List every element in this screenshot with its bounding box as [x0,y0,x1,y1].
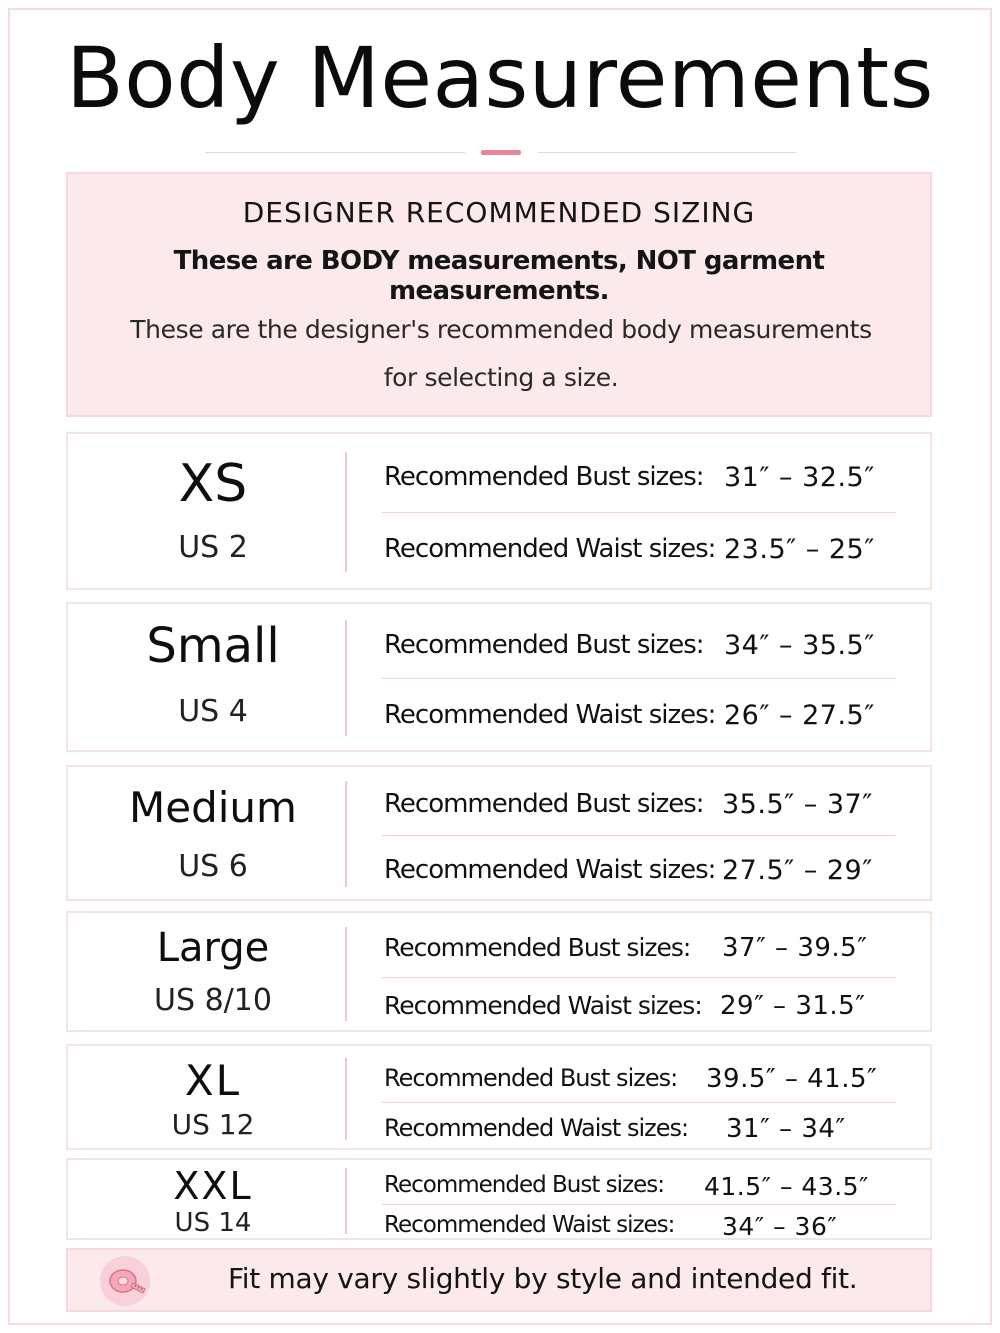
title-rule-left [205,152,465,153]
size-name: Medium [129,783,297,832]
size-divider [345,1058,347,1140]
size-us: US 4 [178,694,248,729]
waist-label: Recommended Waist sizes: [384,855,716,885]
fit-note-text: Fit may vary slightly by style and intended fit. [228,1262,858,1295]
intro-panel [66,172,932,417]
size-card-medium [66,765,932,901]
size-divider [345,1168,347,1234]
size-card-large [66,911,932,1032]
size-name: XXL [173,1164,253,1208]
size-us: US 2 [178,530,248,565]
row-divider [382,1102,896,1103]
bust-label: Recommended Bust sizes: [384,630,704,660]
size-card-xxl [66,1158,932,1240]
page-title: Body Measurements [66,29,934,127]
bust-value: 37″ – 39.5″ [722,933,868,963]
bust-label: Recommended Bust sizes: [384,1172,665,1198]
size-name: XS [178,454,248,514]
row-divider [382,512,896,513]
waist-value: 27.5″ – 29″ [722,855,873,886]
size-divider [345,620,347,736]
waist-label: Recommended Waist sizes: [384,1212,675,1238]
waist-value: 26″ – 27.5″ [724,700,875,731]
title-rule-right [538,152,796,153]
bust-value: 41.5″ – 43.5″ [704,1172,869,1201]
waist-label: Recommended Waist sizes: [384,991,702,1020]
title-accent [481,150,521,155]
bust-value: 35.5″ – 37″ [722,789,873,820]
size-us: US 8/10 [154,983,272,1018]
fit-note-panel [66,1248,932,1312]
row-divider [382,835,896,836]
intro-description [128,306,874,402]
waist-value: 34″ – 36″ [722,1212,838,1241]
bust-value: 31″ – 32.5″ [724,462,875,493]
waist-value: 29″ – 31.5″ [720,991,866,1021]
size-us: US 14 [174,1208,252,1238]
size-us: US 12 [171,1108,255,1141]
intro-bold-note: These are BODY measurements, NOT garment measurements. [173,246,825,306]
size-name: XL [184,1056,242,1105]
size-card-xs [66,432,932,590]
row-divider [382,678,896,679]
waist-value: 31″ – 34″ [726,1114,846,1144]
row-divider [382,977,896,978]
size-divider [345,781,347,887]
bust-label: Recommended Bust sizes: [384,462,704,492]
size-name: Small [146,618,280,674]
waist-label: Recommended Waist sizes: [384,1114,689,1142]
bust-label: Recommended Bust sizes: [384,789,704,819]
bust-value: 34″ – 35.5″ [724,630,875,661]
intro-line-1: These are the designer's recommended body measurements [130,315,872,344]
measuring-tape-icon [100,1256,150,1306]
bust-value: 39.5″ – 41.5″ [706,1064,878,1094]
waist-label: Recommended Waist sizes: [384,534,716,564]
size-card-xl [66,1044,932,1150]
bust-label: Recommended Bust sizes: [384,933,691,962]
size-divider [345,927,347,1021]
waist-label: Recommended Waist sizes: [384,700,716,730]
size-us: US 6 [178,849,248,884]
bust-label: Recommended Bust sizes: [384,1064,678,1092]
waist-value: 23.5″ – 25″ [724,534,875,565]
intro-line-2: for selecting a size. [383,363,619,392]
size-card-small [66,602,932,752]
intro-heading: DESIGNER RECOMMENDED SIZING [242,196,756,229]
size-divider [345,452,347,572]
row-divider [382,1204,896,1205]
size-name: Large [156,925,270,971]
